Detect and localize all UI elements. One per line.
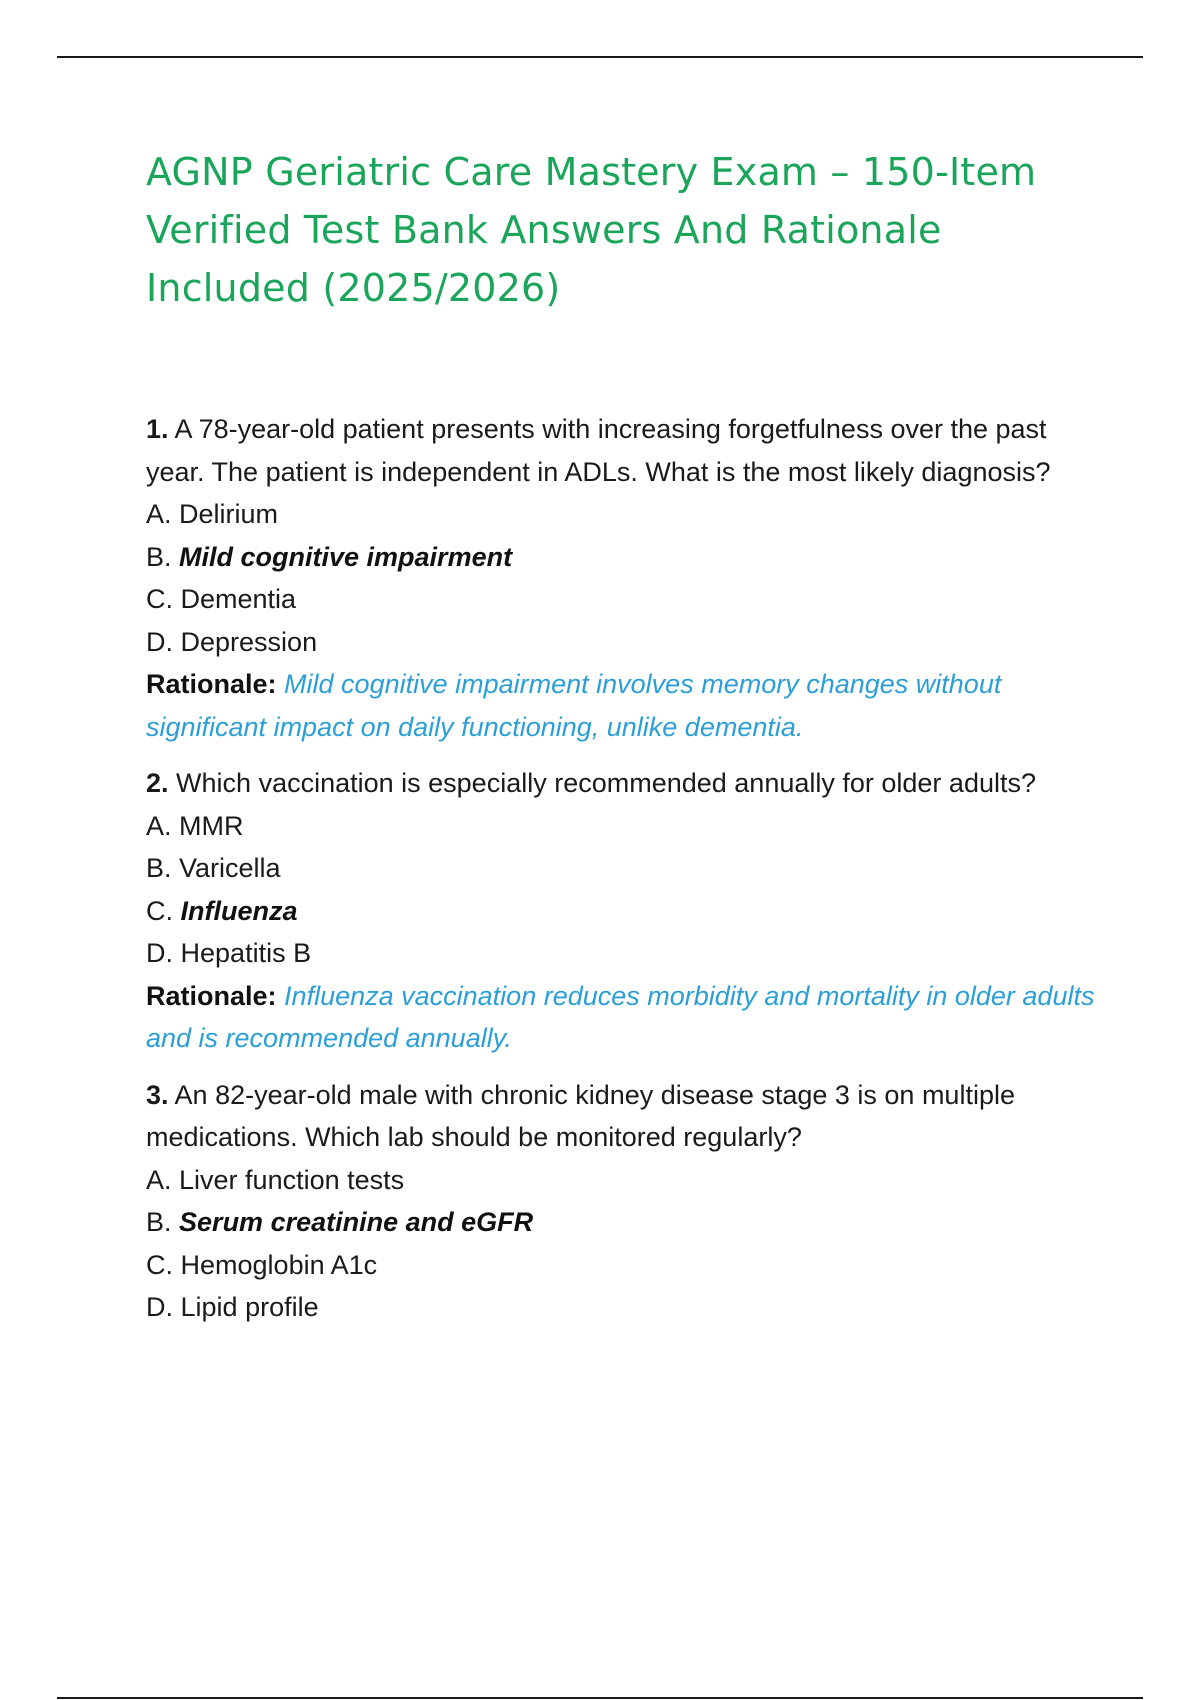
option-text: Delirium — [179, 499, 279, 529]
option-letter: B. — [146, 853, 172, 883]
bottom-rule — [57, 1697, 1143, 1699]
question-stem — [146, 408, 1106, 493]
option-d — [146, 932, 1106, 975]
question-text: A 78-year-old patient presents with increasing forgetfulness over the past year. The patient is independent in ADLs. What is the most likely diagnosis? — [146, 414, 1051, 487]
option-d — [146, 1286, 1106, 1329]
question-stem — [146, 762, 1106, 805]
option-letter: C. — [146, 1249, 173, 1280]
question-stem — [146, 1074, 1106, 1159]
option-c — [146, 890, 1106, 933]
option-text: Lipid profile — [180, 1292, 319, 1322]
option-letter: C. — [146, 584, 173, 614]
option-letter: D. — [146, 626, 173, 657]
correct-answer: Mild cognitive impairment — [179, 541, 513, 572]
rationale-label: Rationale: — [146, 980, 277, 1011]
question-2 — [146, 762, 1106, 1060]
option-letter: B. — [146, 1207, 172, 1237]
question-number: 3. — [146, 1079, 169, 1110]
option-letter: A. — [146, 1164, 172, 1195]
correct-answer: Influenza — [180, 895, 298, 926]
question-text: An 82-year-old male with chronic kidney disease stage 3 is on multiple medications. Which lab should be monitored regularly? — [146, 1079, 1015, 1152]
question-3 — [146, 1074, 1106, 1329]
option-text: Varicella — [179, 853, 281, 883]
rationale-text: Mild cognitive impairment involves memory changes without significant impact on daily functioning, unlike dementia. — [146, 669, 1002, 742]
option-letter: A. — [146, 810, 172, 841]
question-number: 2. — [146, 768, 169, 798]
option-a — [146, 805, 1106, 848]
option-letter: B. — [146, 541, 172, 572]
rationale — [146, 975, 1106, 1060]
option-text: Dementia — [180, 584, 297, 614]
question-list — [146, 408, 1106, 1343]
option-letter: A. — [146, 499, 172, 529]
rationale-label: Rationale: — [146, 669, 277, 699]
option-text: MMR — [179, 810, 244, 841]
option-text: Liver function tests — [179, 1164, 405, 1195]
question-1 — [146, 408, 1106, 748]
rationale — [146, 663, 1106, 748]
rationale-text: Influenza vaccination reduces morbidity and mortality in older adults and is recommended annually. — [146, 980, 1095, 1053]
option-text: Hepatitis B — [180, 938, 312, 968]
option-a — [146, 493, 1106, 536]
option-text: Depression — [180, 626, 318, 657]
option-letter: C. — [146, 895, 173, 926]
option-d — [146, 621, 1106, 664]
document-title: AGNP Geriatric Care Mastery Exam – 150-Item Verified Test Bank Answers And Rationale Included (2025/2026) — [146, 150, 1037, 310]
option-text: Hemoglobin A1c — [180, 1249, 378, 1280]
option-c — [146, 1244, 1106, 1287]
correct-answer: Serum creatinine and eGFR — [179, 1207, 534, 1237]
question-text: Which vaccination is especially recommended annually for older adults? — [176, 768, 1036, 798]
top-rule — [57, 56, 1143, 58]
option-letter: D. — [146, 938, 173, 968]
option-letter: D. — [146, 1292, 173, 1322]
option-a — [146, 1159, 1106, 1202]
option-b — [146, 847, 1106, 890]
option-b — [146, 1201, 1106, 1244]
option-c — [146, 578, 1106, 621]
option-b — [146, 536, 1106, 579]
question-number: 1. — [146, 414, 169, 444]
